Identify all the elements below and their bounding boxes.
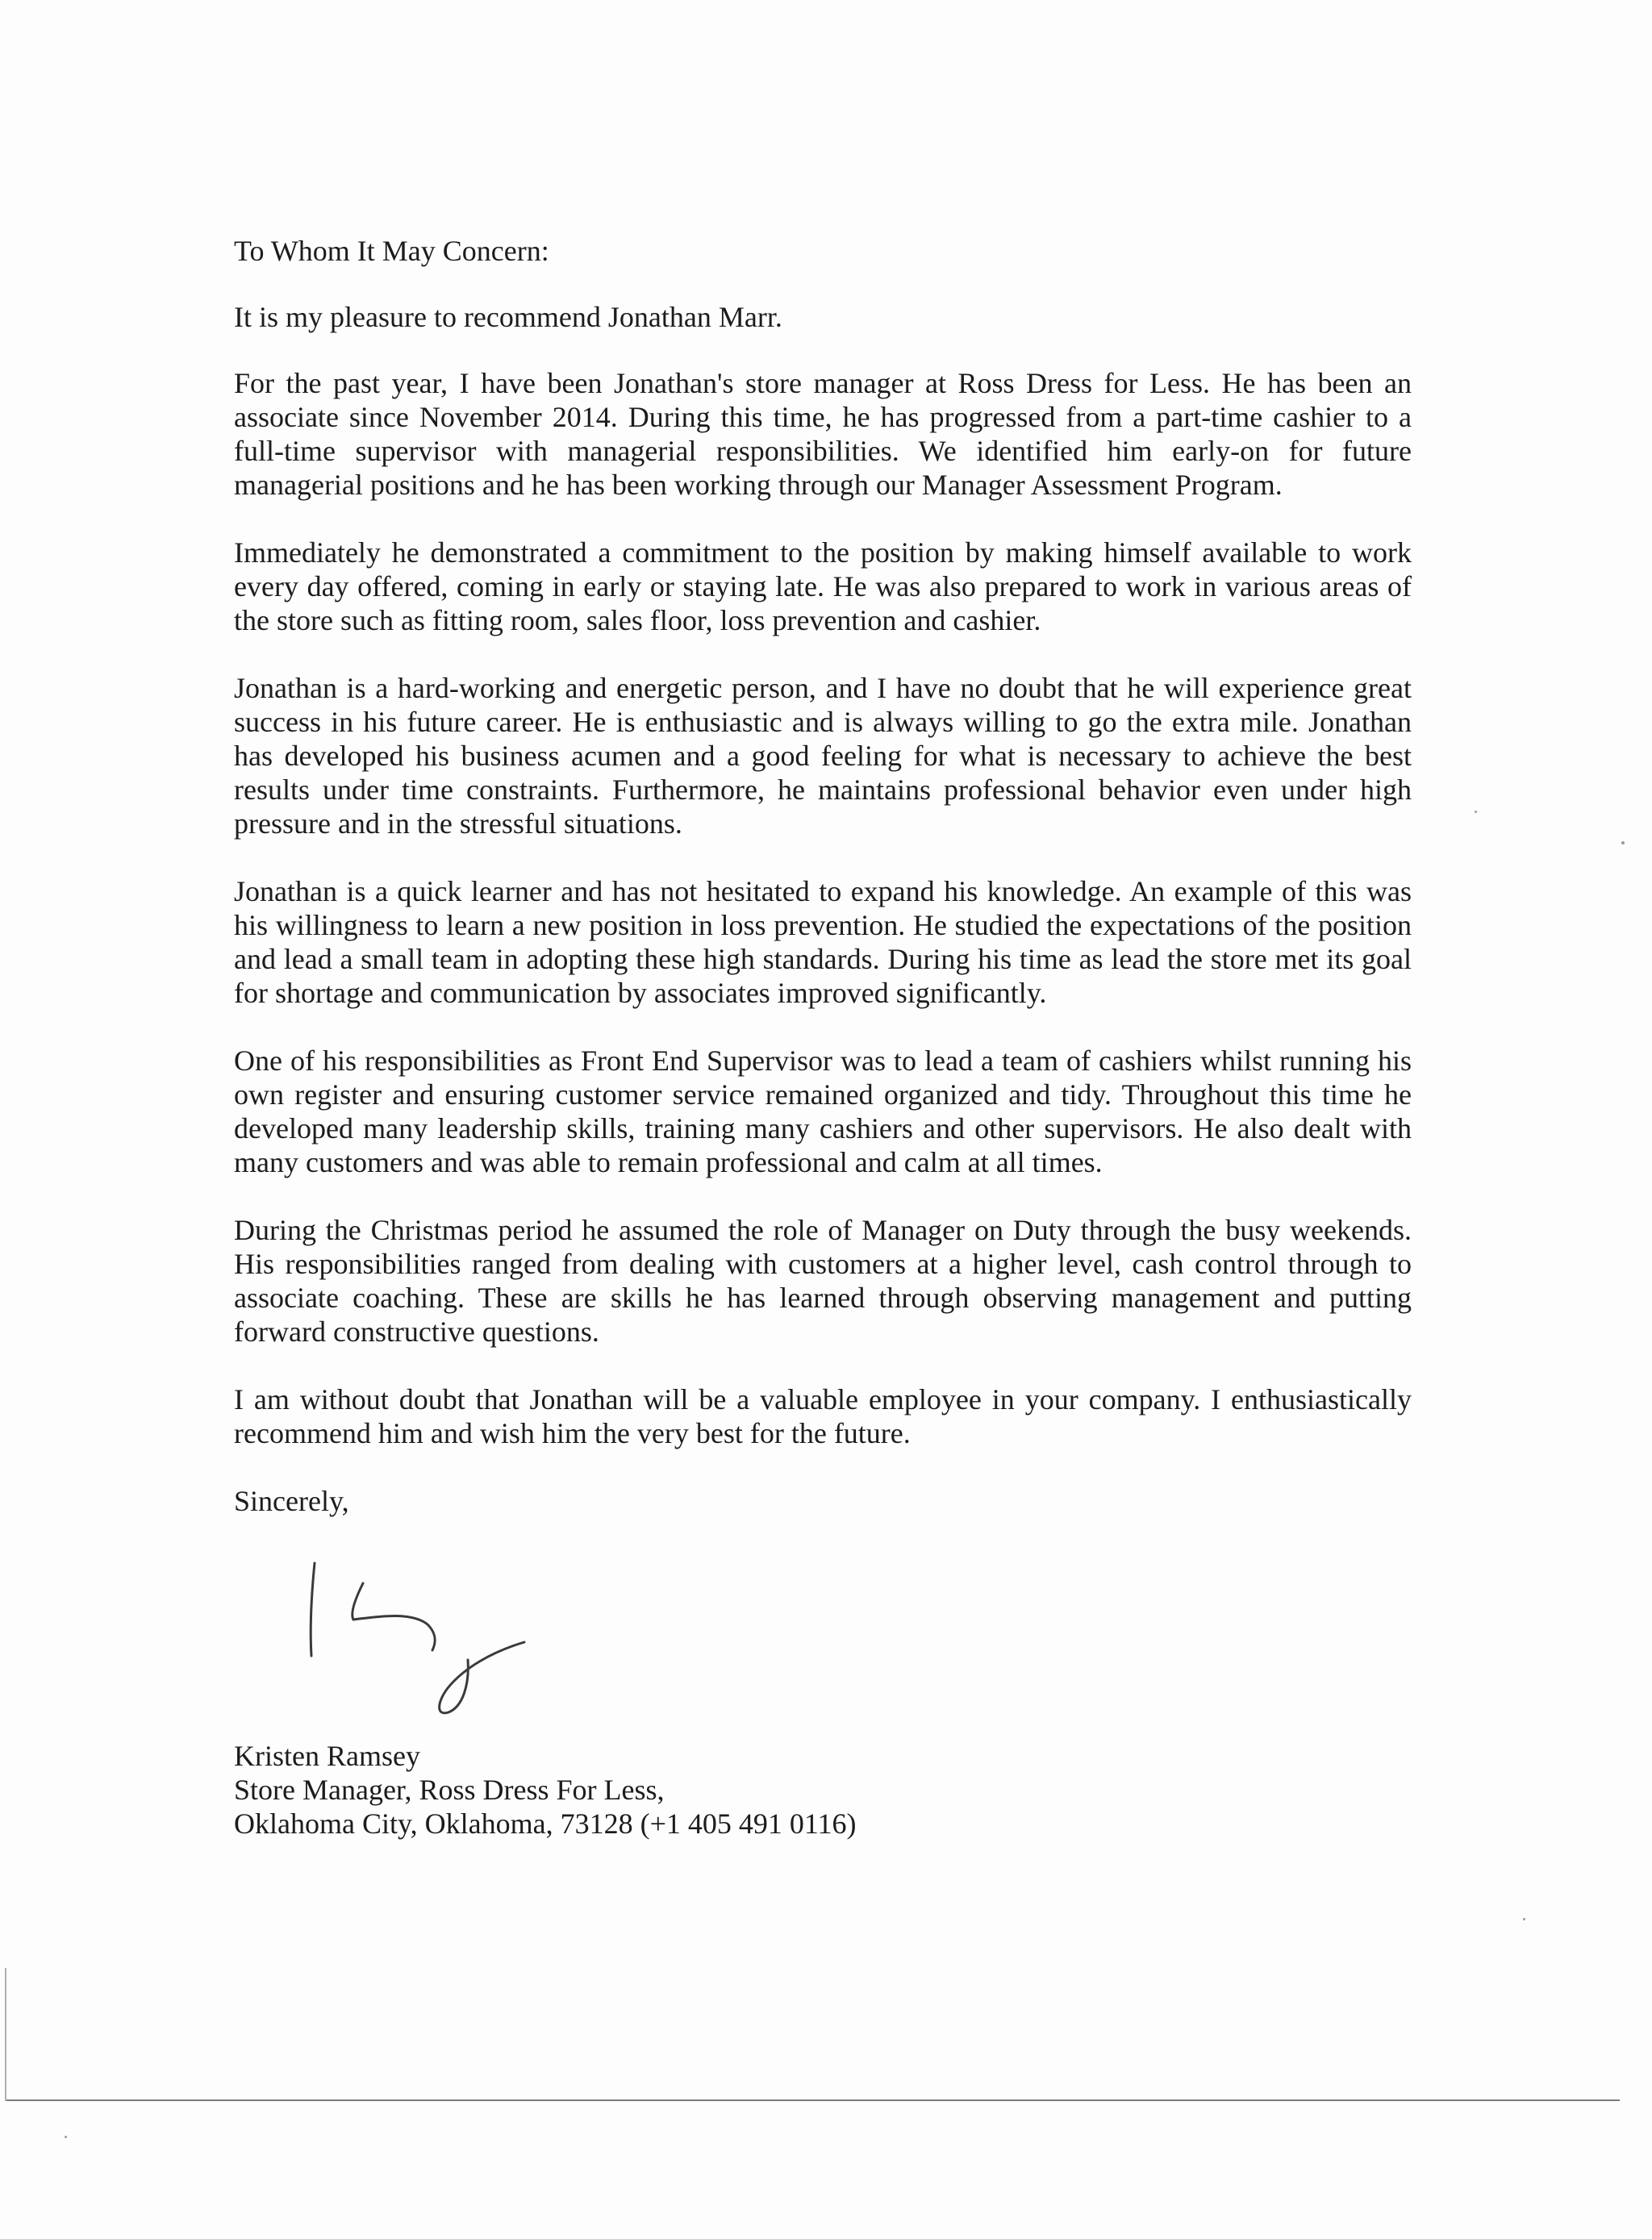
scan-speck [65, 2136, 67, 2138]
paragraph-learning: Jonathan is a quick learner and has not hesitated to expand his knowledge. An example of this was his willingness to learn a new position in loss prevention. He studied the expectations of the position and lead a small team in adopting these high standards. During his time as lead the store met its goal for shortage and communication by associates improved significantly. [234, 875, 1412, 1009]
signer-name: Kristen Ramsey [234, 1740, 420, 1772]
scan-edge-line [5, 1968, 6, 2101]
letter-body [234, 234, 1412, 1518]
handwritten-signature [290, 1547, 532, 1724]
signature-block [234, 1739, 857, 1841]
scan-speck [1475, 811, 1477, 813]
scan-speck [1621, 841, 1625, 844]
salutation: To Whom It May Concern: [234, 235, 549, 267]
signer-address: Oklahoma City, Oklahoma, 73128 (+1 405 491 0116) [234, 1807, 857, 1840]
paragraph-recommendation: I am without doubt that Jonathan will be a valuable employee in your company. I enthusiastically recommend him and wish him the very best for the future. [234, 1383, 1412, 1449]
paragraph-role-history: For the past year, I have been Jonathan's store manager at Ross Dress for Less. He has been an associate since November 2014. During this time, he has progressed from a part-time cashier to a full-time supervisor with managerial responsibilities. We identified him early-on for future managerial positions and he has been working through our Manager Assessment Program. [234, 367, 1412, 501]
paragraph-front-end-supervisor: One of his responsibilities as Front End Supervisor was to lead a team of cashiers whilst running his own register and ensuring customer service remained organized and tidy. Throughout this time he developed many leadership skills, training many cashiers and other supervisors. He also dealt with many customers and was able to remain professional and calm at all times. [234, 1044, 1412, 1178]
page-bottom-rule [6, 2099, 1620, 2101]
scan-speck [1523, 1918, 1525, 1920]
closing: Sincerely, [234, 1485, 349, 1517]
signer-title: Store Manager, Ross Dress For Less, [234, 1774, 665, 1806]
paragraph-commitment: Immediately he demonstrated a commitment to the position by making himself available to work every day offered, coming in early or staying late. He was also prepared to work in various areas of the store such as fitting room, sales floor, loss prevention and cashier. [234, 536, 1412, 636]
paragraph-manager-on-duty: During the Christmas period he assumed the role of Manager on Duty through the busy weekends. His responsibilities ranged from dealing with customers at a higher level, cash control through to associate coaching. These are skills he has learned through observing management and putting forward constructive questions. [234, 1214, 1412, 1348]
intro-line: It is my pleasure to recommend Jonathan Marr. [234, 301, 782, 333]
paragraph-character: Jonathan is a hard-working and energetic person, and I have no doubt that he will experience great success in his future career. He is enthusiastic and is always willing to go the extra mile. Jonathan has developed his business acumen and a good feeling for what is necessary to achieve the best results under time constraints. Furthermore, he maintains professional behavior even under high pressure and in the stressful situations. [234, 672, 1412, 840]
